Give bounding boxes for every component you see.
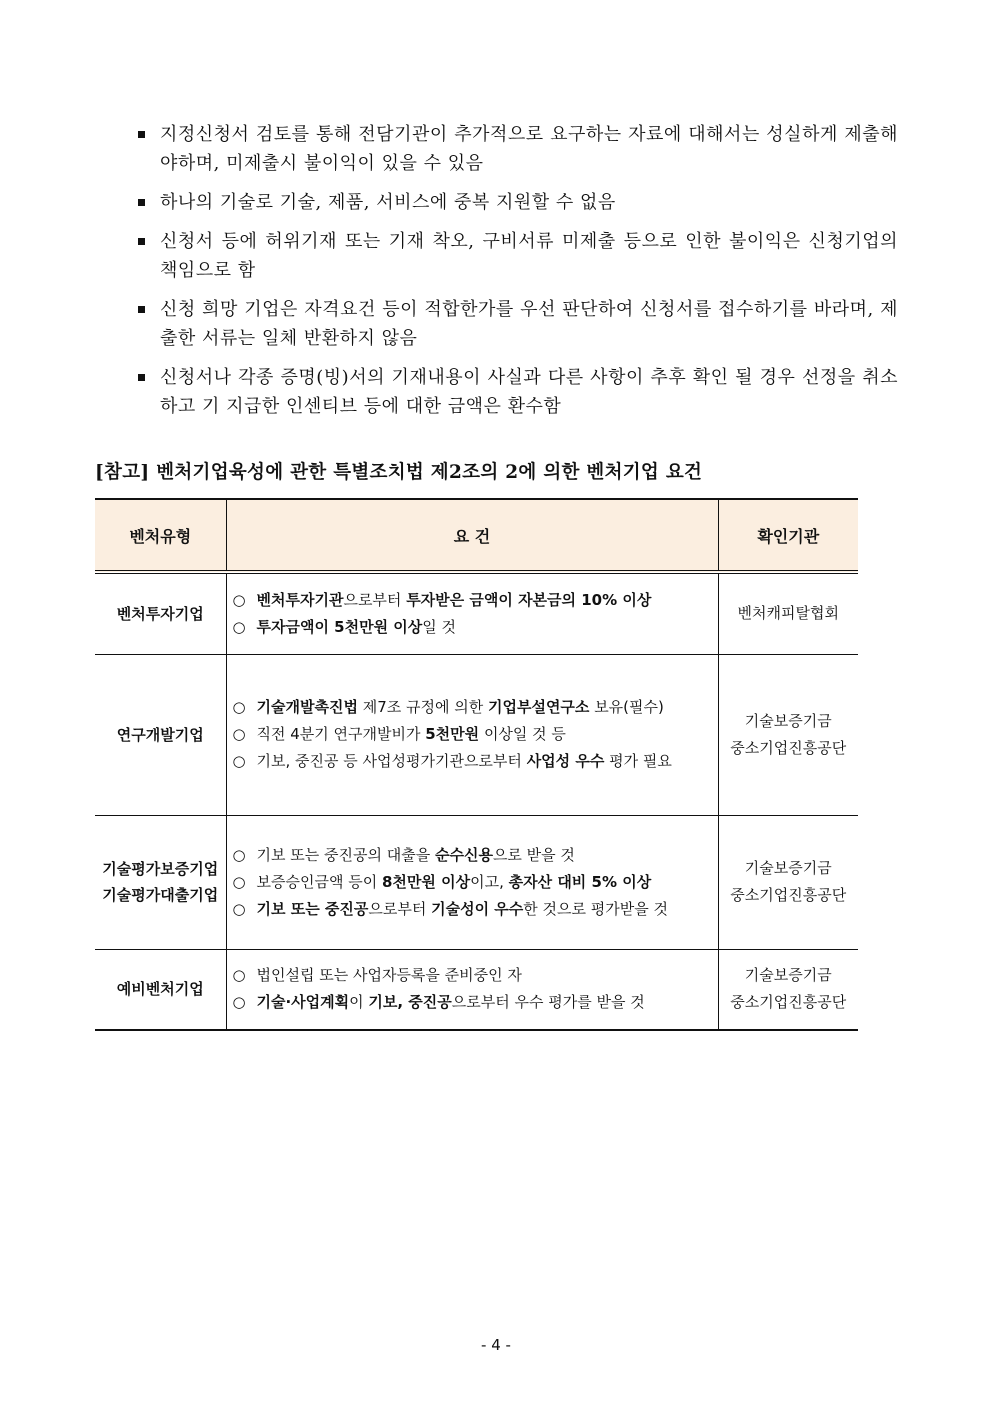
square-bullet-icon [138,374,145,381]
requirement-text: 기보, 중진공 [368,993,452,1012]
requirement-text: 투자받은 금액이 자본금의 10% 이상 [406,590,652,609]
agency-name: 중소기업진흥공단 [730,993,847,1012]
circle-bullet-icon: ○ [232,993,246,1012]
requirements-cell [226,572,718,654]
requirements-cell [226,949,718,1030]
circle-bullet-icon: ○ [232,845,246,864]
agency-name: 기술보증기금 [744,859,832,877]
requirement-item [231,721,716,748]
requirement-text: 이고, [470,872,509,891]
requirement-text: 법인설립 또는 사업자등록을 준비중인 자 [256,966,522,985]
requirement-item [231,748,716,775]
table-row [95,654,858,815]
table-row [95,949,858,1030]
requirement-text: 기술·사업계획 [256,993,350,1012]
requirement-text: 투자금액이 5천만원 이상 [256,617,423,636]
requirement-text: 직전 4분기 연구개발비가 [256,725,426,743]
requirement-item [231,587,716,614]
requirement-text: 보증승인금액 등이 [256,872,382,891]
notice-bullet [138,188,898,217]
confirming-agency-cell [718,815,858,949]
requirement-text: 사업성 우수 [526,752,605,770]
requirement-text: 으로 받을 것 [492,845,575,864]
notice-bullet [138,120,898,178]
requirement-text: 한 것으로 평가받을 것 [523,899,669,918]
square-bullet-icon [138,199,145,206]
square-bullet-icon [138,238,145,245]
requirement-text: 8천만원 이상 [381,872,471,891]
requirement-text: 으로부터 [343,590,407,609]
notice-bullet [138,295,898,353]
confirming-agency-cell [718,572,858,654]
requirement-item [231,869,716,896]
notice-bullet [138,363,898,421]
requirement-item [231,989,716,1016]
requirements-cell [226,815,718,949]
requirement-text: 총자산 대비 5% 이상 [508,872,652,891]
venture-type-cell: 연구개발기업 [95,654,226,815]
notice-bullet-text: 지정신청서 검토를 통해 전담기관이 추가적으로 요구하는 자료에 대해서는 성실하게 제출해야하며, 미제출시 불이익이 있을 수 있음 [160,124,898,174]
circle-bullet-icon: ○ [232,617,246,636]
agency-name: 중소기업진흥공단 [730,738,847,757]
requirement-text: 기업부설연구소 [487,698,590,716]
header-requirements: 요 건 [226,499,718,572]
confirming-agency-cell [718,654,858,815]
requirement-text: 기술성이 우수 [431,899,524,918]
requirement-text: 순수신용 [434,845,493,864]
requirement-text: 기보 또는 중진공 [256,899,369,918]
requirement-text: 일 것 [422,617,457,636]
requirement-text: 으로부터 [368,899,432,918]
venture-requirements-table [95,498,858,1031]
requirement-text: 평가 필요 [604,752,672,770]
venture-type-cell: 예비벤처기업 [95,949,226,1030]
requirement-text: 제7조 규정에 의한 [357,698,488,716]
venture-type-cell: 기술평가보증기업 기술평가대출기업 [95,815,226,949]
agency-name: 벤처캐피탈협회 [737,604,839,623]
requirement-item [231,842,716,869]
table-header-row [95,499,858,572]
agency-name: 기술보증기금 [744,711,832,730]
requirement-item [231,694,716,721]
circle-bullet-icon: ○ [232,590,246,609]
requirement-text: 으로부터 우수 평가를 받을 것 [451,993,645,1012]
requirement-text: 기보 또는 중진공의 대출을 [256,845,435,864]
square-bullet-icon [138,131,145,138]
circle-bullet-icon: ○ [232,966,246,985]
requirement-item [231,962,716,989]
page-number: - 4 - [481,1336,511,1354]
header-venture-type: 벤처유형 [95,499,226,572]
requirement-text: 이 [349,993,369,1012]
table-row [95,572,858,654]
requirement-text: 벤처투자기관 [256,590,344,609]
circle-bullet-icon: ○ [232,872,246,891]
table-row [95,815,858,949]
requirement-text: 5천만원 [425,725,480,743]
notice-bullet-list [138,120,898,431]
requirement-text: 보유(필수) [589,698,664,716]
confirming-agency-cell [718,949,858,1030]
notice-bullet-text: 신청서 등에 허위기재 또는 기재 착오, 구비서류 미제출 등으로 인한 불이익은 신청기업의 책임으로 함 [160,231,898,281]
notice-bullet [138,227,898,285]
reference-title: [참고] 벤처기업육성에 관한 특별조치법 제2조의 2에 의한 벤처기업 요건 [95,462,703,483]
header-confirming-agency: 확인기관 [718,499,858,572]
requirement-item [231,614,716,641]
agency-name: 중소기업진흥공단 [730,886,847,904]
notice-bullet-text: 신청서나 각종 증명(빙)서의 기재내용이 사실과 다른 사항이 추후 확인 될 경우 선정을 취소하고 기 지급한 인센티브 등에 대한 금액은 환수함 [160,367,898,417]
notice-bullet-text: 하나의 기술로 기술, 제품, 서비스에 중복 지원할 수 없음 [160,192,616,213]
requirement-text: 이상일 것 등 [479,725,566,743]
circle-bullet-icon: ○ [232,899,246,918]
agency-name: 기술보증기금 [744,966,832,985]
circle-bullet-icon: ○ [232,698,246,716]
circle-bullet-icon: ○ [232,752,246,770]
venture-type-cell: 벤처투자기업 [95,572,226,654]
requirement-text: 기보, 중진공 등 사업성평가기관으로부터 [256,752,527,770]
notice-bullet-text: 신청 희망 기업은 자격요건 등이 적합한가를 우선 판단하여 신청서를 접수하기를 바라며, 제출한 서류는 일체 반환하지 않음 [160,299,898,349]
requirement-text: 기술개발촉진법 [256,698,358,716]
requirement-item [231,896,716,923]
requirements-cell [226,654,718,815]
circle-bullet-icon: ○ [232,725,246,743]
square-bullet-icon [138,306,145,313]
